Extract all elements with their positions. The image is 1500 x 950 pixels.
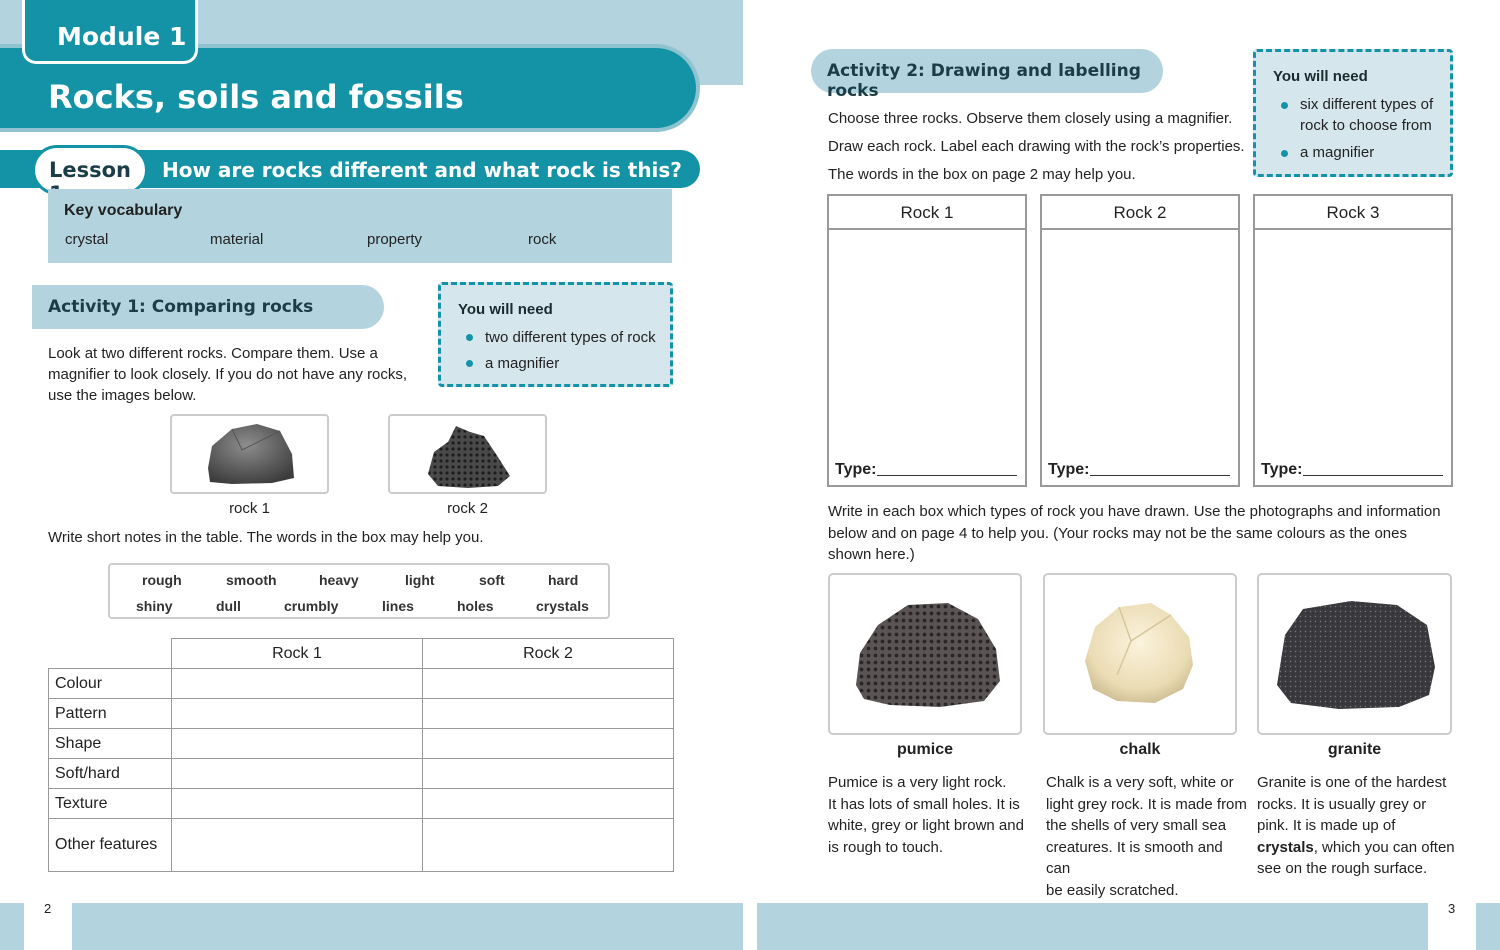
rock-name: chalk [1119,741,1161,758]
instruction-line: below and on page 4 to help you. (Your rocks may not be the same colours as the ones [828,524,1407,542]
pumice-rock-photo [390,416,545,492]
notes-instruction: Write short notes in the table. The words in the box may help you. [48,529,484,546]
rock-2-caption: rock 2 [447,500,488,517]
table-cell[interactable] [423,819,674,872]
word: light [405,572,435,588]
bullet-icon [1281,102,1288,109]
table-row [49,699,674,729]
rock-name: pumice [896,741,953,758]
word: crystals [536,598,589,614]
drawing-box-rock-2[interactable] [1040,194,1240,487]
activity-2-title: Activity 2: Drawing and labelling rocks [811,49,1163,93]
need-heading: You will need [458,301,553,318]
type-label: Type: [835,461,877,478]
type-label: Type: [1261,461,1303,478]
instruction-line: use the images below. [48,387,197,404]
instruction-line: magnifier to look closely. If you do not have any rocks, [48,366,408,383]
description-fragment: , which you can often [1313,838,1455,856]
bullet-icon [466,360,473,367]
vocab-word: crystal [65,231,109,248]
granite-photo [1257,573,1452,735]
type-label: Type: [1048,461,1090,478]
description-line: the shells of very small sea [1046,817,1227,834]
instruction-line: Write in each box which types of rock you have drawn. Use the photographs and information [828,503,1441,520]
row-label: Colour [49,669,172,699]
table-cell[interactable] [172,789,423,819]
page-title: Rocks, soils and fossils [48,78,464,116]
table-cell[interactable] [423,789,674,819]
chalk-rock-icon [1045,575,1235,733]
description-line: Pumice is a very light rock. [828,774,1007,791]
need-item: a magnifier [485,355,560,372]
table-header: Rock 1 [172,639,423,669]
granite-description [1257,772,1462,880]
comparison-table [48,638,674,872]
write-instruction [828,501,1458,566]
vocabulary-heading: Key vocabulary [64,202,183,219]
table-cell[interactable] [172,819,423,872]
vocab-word: property [367,231,423,248]
pumice-photo [828,573,1022,735]
description-line: Granite is one of the hardest [1257,774,1447,791]
row-label: Soft/hard [49,759,172,789]
chalk-photo [1043,573,1237,735]
word: hard [548,572,579,588]
type-answer-line[interactable] [1303,475,1443,476]
rock-2-image [388,414,547,494]
description-line: rocks. It is usually grey or [1257,795,1427,813]
bullet-icon [466,334,473,341]
module-label: Module 1 [22,0,198,64]
table-cell[interactable] [423,669,674,699]
footer-band-left [0,903,743,950]
bullet-icon [1281,150,1288,157]
row-label: Texture [49,789,172,819]
description-line: white, grey or light brown and [828,817,1024,834]
table-cell[interactable] [172,759,423,789]
row-label: Pattern [49,699,172,729]
description-line: be easily scratched. [1046,881,1179,899]
table-row [49,819,674,872]
lesson-title: How are rocks different and what rock is this? [162,158,682,182]
description-line: light grey rock. It is made from [1046,795,1247,813]
description-line: Chalk is a very soft, white or [1046,774,1234,791]
description-line: is rough to touch. [828,838,944,856]
word: soft [479,572,505,588]
instruction-line: shown here.) [828,546,915,563]
you-will-need-box [438,282,673,387]
rock-1-image [170,414,329,494]
page-number-left: 2 [44,901,52,916]
need-item: rock to choose from [1300,117,1432,134]
word: smooth [226,572,277,588]
word: lines [382,598,414,614]
rock-name: granite [1327,741,1382,758]
table-header: Rock 2 [423,639,674,669]
vocab-word: rock [528,231,557,248]
word: crumbly [284,598,339,614]
drawing-box-rock-3[interactable] [1253,194,1453,487]
chalk-description [1046,772,1251,901]
description-line: It has lots of small holes. It is [828,795,1020,813]
drawing-box-title: Rock 1 [829,196,1025,230]
vocab-word: material [210,231,264,248]
type-answer-line[interactable] [1090,475,1230,476]
you-will-need-box [1253,49,1453,177]
activity-1-title: Activity 1: Comparing rocks [32,285,384,329]
table-row [49,729,674,759]
table-row [49,669,674,699]
instruction-line: Draw each rock. Label each drawing with the rock’s properties. [828,138,1245,155]
word-box [108,563,610,619]
page-number-right: 3 [1448,901,1456,916]
instruction-line: The words in the box on page 2 may help you. [828,166,1136,183]
instruction-line: Look at two different rocks. Compare them. Use a [48,345,378,362]
table-cell[interactable] [423,729,674,759]
granite-rock-icon [1259,575,1450,733]
pumice-description [828,772,1033,858]
need-item: two different types of rock [485,329,656,346]
table-header-row [49,639,674,669]
activity-1-instructions [48,343,418,406]
word: shiny [136,598,173,614]
table-cell[interactable] [423,699,674,729]
description-line: see on the rough surface. [1257,860,1428,877]
type-answer-line[interactable] [877,475,1017,476]
table-cell[interactable] [172,669,423,699]
word: holes [457,598,494,614]
vocabulary-box [48,189,672,263]
drawing-box-rock-1[interactable] [827,194,1027,487]
word: heavy [319,572,359,588]
table-cell[interactable] [172,699,423,729]
table-cell[interactable] [423,759,674,789]
table-cell[interactable] [172,729,423,759]
activity-2-instructions [828,105,1248,189]
granite-rock-photo [172,416,327,492]
need-item: six different types of [1300,96,1434,113]
rock-1-caption: rock 1 [229,500,270,517]
table-row [49,759,674,789]
drawing-box-title: Rock 3 [1255,196,1451,230]
bold-keyword: crystals [1257,838,1314,856]
footer-band-right [757,903,1500,950]
description-line: creatures. It is smooth and can [1046,838,1223,877]
word: rough [142,572,182,588]
description-line: pink. It is made up of [1257,817,1396,834]
word: dull [216,598,241,614]
row-label: Other features [49,819,172,872]
need-heading: You will need [1273,68,1368,85]
instruction-line: Choose three rocks. Observe them closely using a magnifier. [828,110,1233,127]
pumice-rock-icon [830,575,1020,733]
row-label: Shape [49,729,172,759]
table-corner [49,639,172,669]
lesson-label: Lesson [32,145,148,195]
need-item: a magnifier [1300,144,1375,161]
description-line [1257,837,1462,859]
table-row [49,789,674,819]
drawing-box-title: Rock 2 [1042,196,1238,230]
